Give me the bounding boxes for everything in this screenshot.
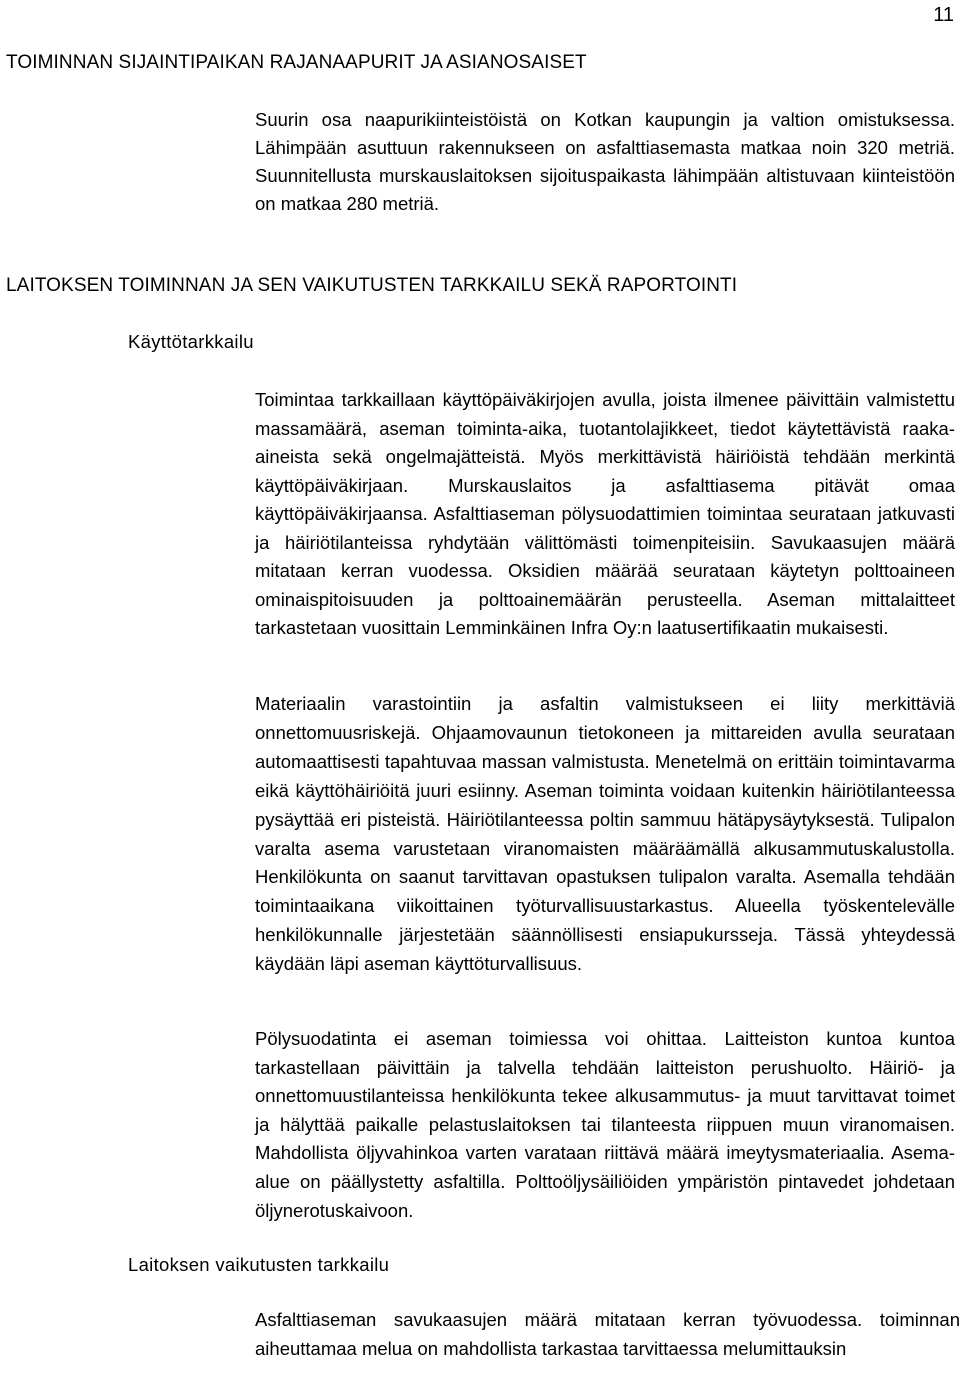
page-number: 11 [933, 4, 954, 26]
paragraph-operational-3: Pölysuodatinta ei aseman toimiessa voi ohittaa. Laitteiston kuntoa kuntoa tarkastellaan päivittäin ja talvella tehdään laitteiston perushuolto. Häiriö- ja onnettomuustilanteissa henkilökunta tekee alkusammutus- ja muut tarvittavat toimet ja hälyttää paikalle pelastuslaitoksen tai tilanteesta riippuen muun viranomaisen. Mahdollista öljyvahinkoa varten varataan riittävä määrä imeytysmateriaalia. Asema-alue on päällystetty asfaltilla. Polttoöljysäiliöiden ympäristön pintavedet johdetaan öljynerotuskaivoon. [255, 1028, 955, 1221]
section-heading-monitoring: LAITOKSEN TOIMINNAN JA SEN VAIKUTUSTEN TARKKAILU SEKÄ RAPORTOINTI [6, 275, 738, 296]
subheading-impact-monitoring: Laitoksen vaikutusten tarkkailu [128, 1254, 390, 1275]
subheading-operational-monitoring: Käyttötarkkailu [128, 331, 254, 352]
paragraph-neighbors: Suurin osa naapurikiinteistöistä on Kotkan kaupungin ja valtion omistuksessa. Lähimpään asuttuun rakennukseen on asfalttiasemasta matkaa noin 320 metriä. Suunnitellusta murskauslaitoksen sijoituspaikasta lähimpään altistuvaan kiinteistöön on matkaa 280 metriä. [255, 109, 955, 214]
paragraph-operational-2: Materiaalin varastointiin ja asfaltin valmistukseen ei liity merkittäviä onnettomuusriskejä. Ohjaamovaunun tietokoneen ja mittareiden avulla seurataan automaattisesti tapahtuvaa massan valmistusta. Menetelmä on erittäin toimintavarma eikä käyttöhäiriöitä juuri esiinny. Aseman toiminta voidaan kuitenkin häiriötilanteessa pysäyttää eri pisteistä. Häiriötilanteessa poltin sammuu hätäpysäytyksestä. Tulipalon varalta asema varustetaan viranomaisten määräämällä alkusammutuskalustolla. Henkilökunta on saanut tarvittavan opastuksen tulipalon varalta. Asemalla tehdään toimintaaikana viikoittainen työturvallisuustarkastus. Alueella työskentelevälle henkilökunnalle järjestetään säännöllisesti ensiapukursseja. Tässä yhteydessä käydään läpi aseman käyttöturvallisuus. [255, 693, 955, 975]
paragraph-operational-1: Toimintaa tarkkaillaan käyttöpäiväkirjojen avulla, joista ilmenee päivittäin valmistettu massamäärä, aseman toiminta-aika, tuotantolajikkeet, tiedot käytettävistä raaka-aineista sekä ongelmajätteistä. Myös merkittävistä häiriöistä tehdään merkintä käyttöpäiväkirjaan. Murskauslaitos ja asfalttiasema pitävät omaa käyttöpäiväkirjaansa. Asfalttiaseman pölysuodattimien toimintaa seurataan jatkuvasti ja häiriötilanteissa ryhdytään välittömästi toimenpiteisiin. Savukaasujen määrä mitataan kerran vuodessa. Oksidien määrää seurataan käytetyn polttoaineen ominaispitoisuuden ja polttoainemäärän perusteella. Aseman mittalaitteet tarkastetaan vuosittain Lemminkäinen Infra Oy:n laatusertifikaatin mukaisesti. [255, 389, 955, 638]
section-heading-neighbors: TOIMINNAN SIJAINTIPAIKAN RAJANAAPURIT JA ASIANOSAISET [6, 52, 587, 73]
paragraph-impact: Asfalttiaseman savukaasujen määrä mitataan kerran työvuodessa. toiminnan aiheuttamaa melua on mahdollista tarkastaa tarvittaessa melumittauksin [255, 1309, 960, 1359]
